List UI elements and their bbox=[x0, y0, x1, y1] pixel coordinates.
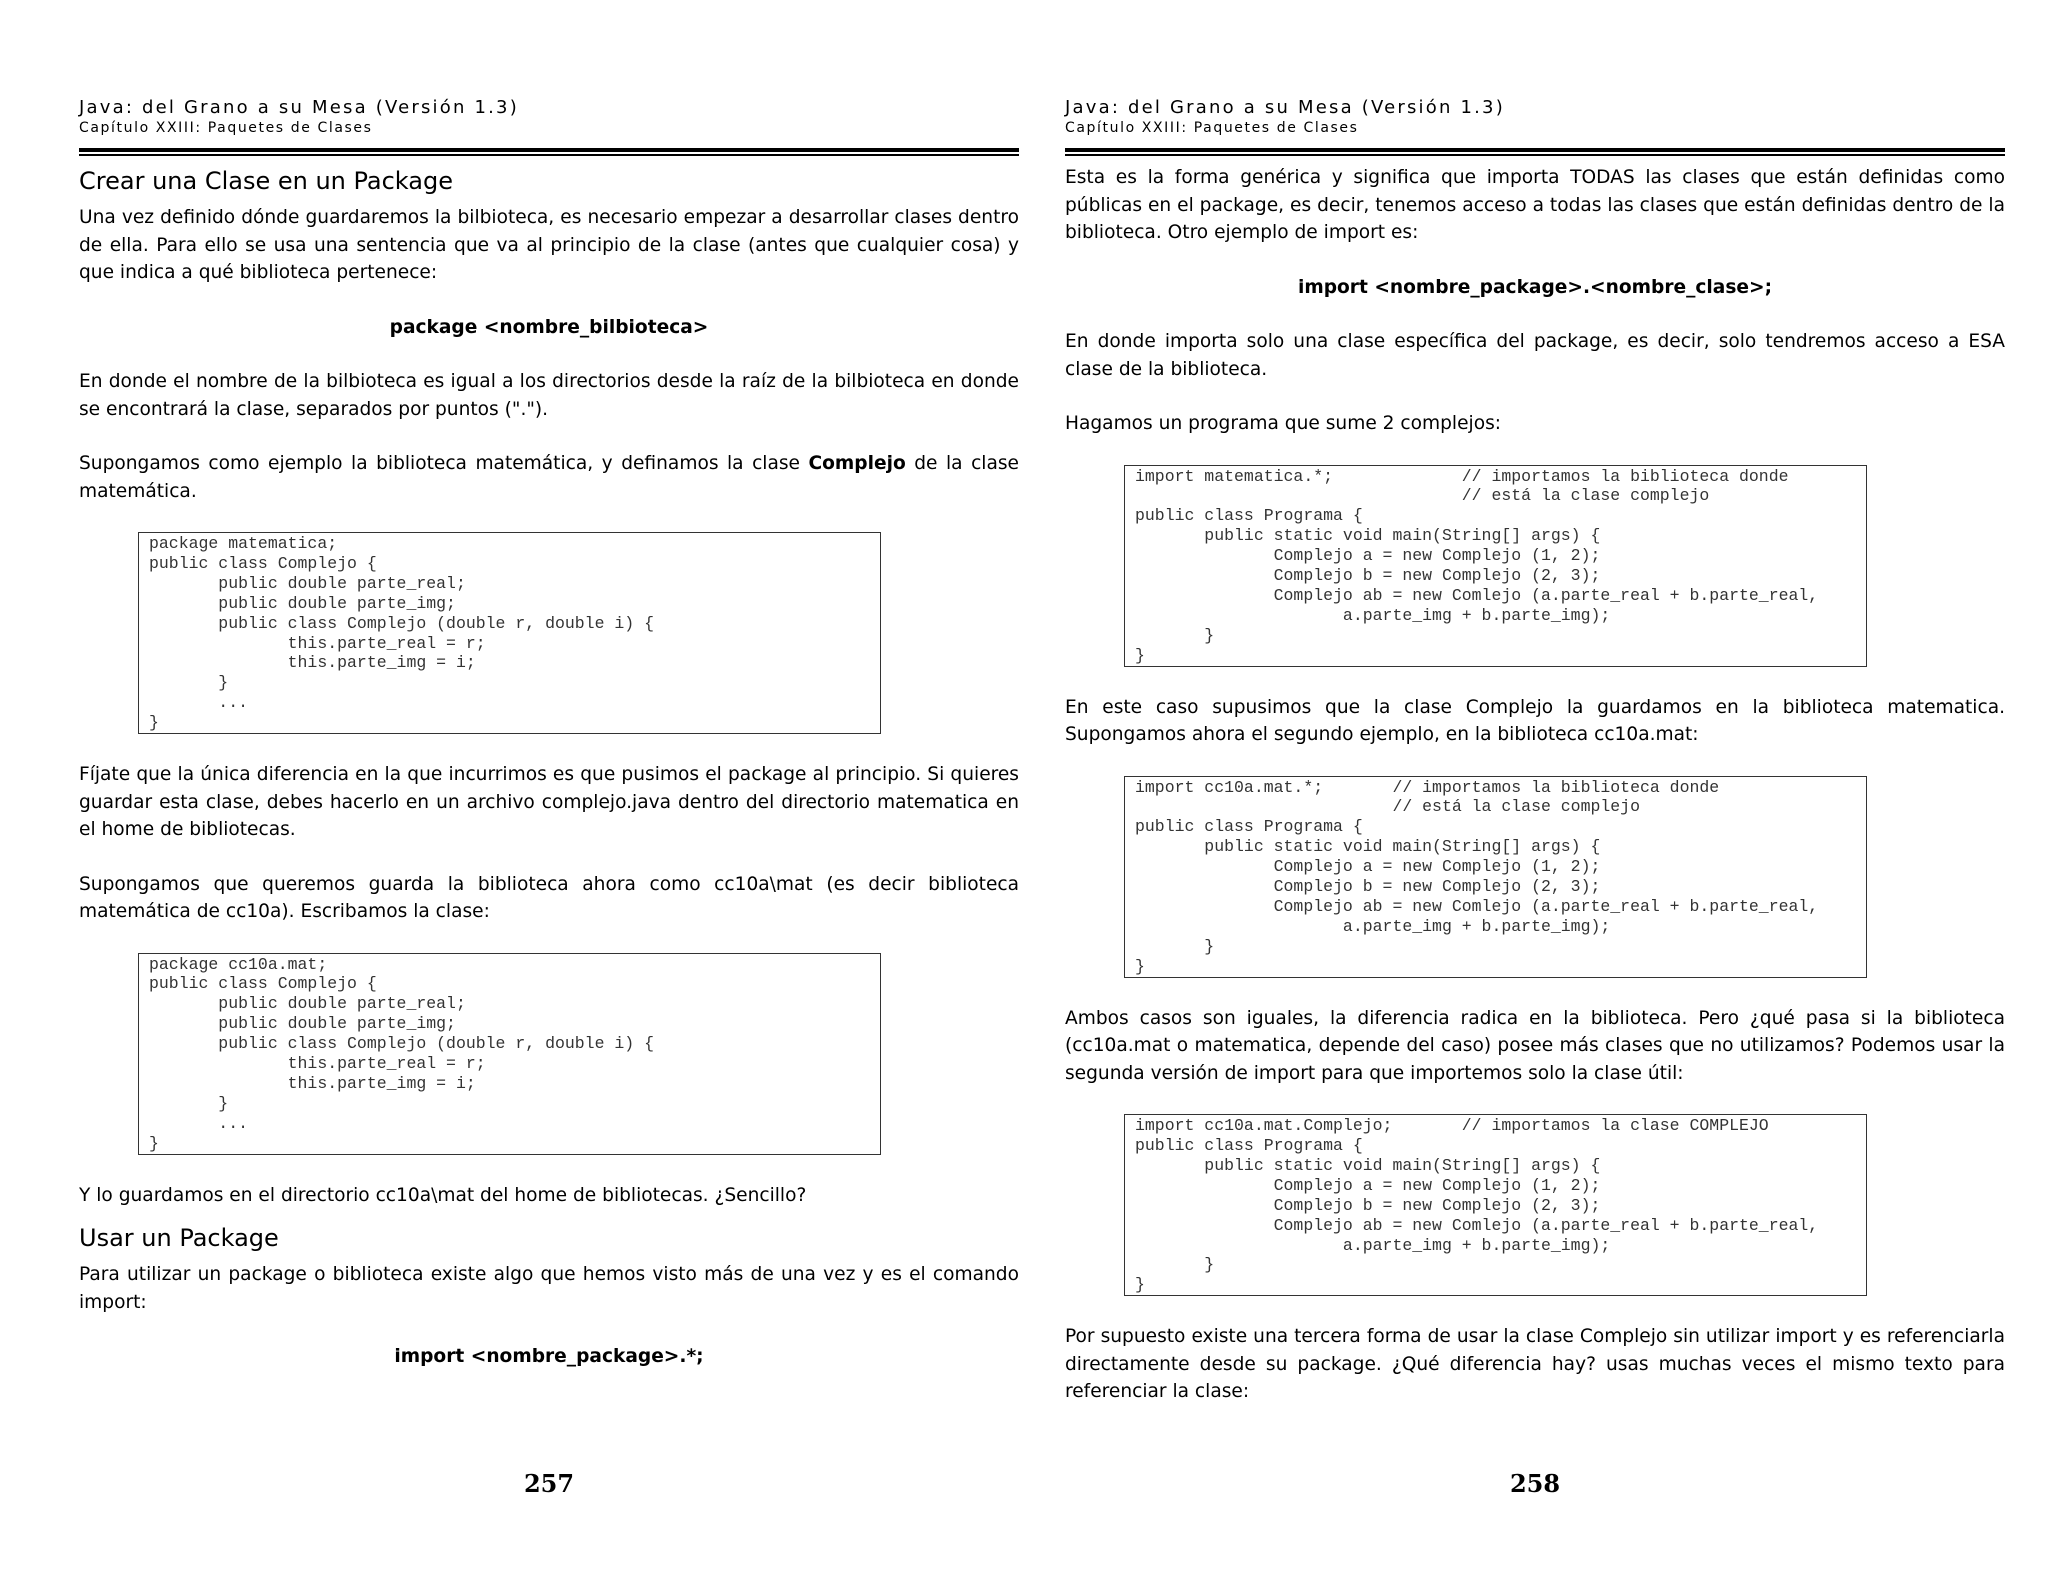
paragraph-text: Supongamos como ejemplo la biblioteca matemática, y definamos la clase bbox=[79, 453, 809, 474]
paragraph: Por supuesto existe una tercera forma de usar la clase Complejo sin utilizar import y es referenciarla directamente desde su package. ¿Qué diferencia hay? usas muchas veces el mismo texto para referenciar la clase: bbox=[1065, 1326, 2005, 1403]
header-rule-thin bbox=[79, 154, 1019, 156]
paragraph: Y lo guardamos en el directorio cc10a\mat del home de bibliotecas. ¿Sencillo? bbox=[79, 1184, 807, 1206]
page-number: 258 bbox=[1509, 1469, 1561, 1498]
section-title-crear: Crear una Clase en un Package bbox=[79, 167, 453, 195]
paragraph bbox=[79, 450, 1019, 505]
header-rule-thin bbox=[1065, 154, 2005, 156]
chapter-title: Capítulo XXIII: Paquetes de Clases bbox=[1065, 120, 1359, 136]
code-block: import cc10a.mat.Complejo; // importamos la clase COMPLEJO public class Programa { public static void main(String[] args) { Complejo a = new Complejo (1, 2); Complejo b = new Complejo (2, 3); Complejo ab = new Comlejo (a.parte_real + b.parte_real, a.parte_img + b.parte_img); } } bbox=[1124, 1114, 1867, 1296]
paragraph: Hagamos un programa que sume 2 complejos: bbox=[1065, 413, 1502, 434]
paragraph: En donde importa solo una clase específica del package, es decir, solo tendremos acceso a ESA clase de la biblioteca. bbox=[1065, 331, 2005, 380]
page-number: 257 bbox=[523, 1469, 575, 1498]
right-content bbox=[1065, 164, 2005, 1406]
code-block: import cc10a.mat.*; // importamos la biblioteca donde // está la clase complejo public class Programa { public static void main(String[] args) { Complejo a = new Complejo (1, 2); Complejo b = new Complejo (2, 3); Complejo ab = new Comlejo (a.parte_real + b.parte_real, a.parte_img + b.parte_img); } } bbox=[1124, 776, 1867, 978]
left-page bbox=[79, 0, 1019, 1582]
paragraph: Ambos casos son iguales, la diferencia radica en la biblioteca. Pero ¿qué pasa si la biblioteca (cc10a.mat o matematica, depende del caso) posee más clases que no utilizamos? Podemos usar la segunda versión de import para que importemos solo la clase útil: bbox=[1065, 1007, 2005, 1084]
paragraph: Fíjate que la única diferencia en la que incurrimos es que pusimos el package al principio. Si quieres guardar esta clase, debes hacerlo en un archivo complejo.java dentro del directorio matematica en el home de bibliotecas. bbox=[79, 764, 1019, 841]
header-rule bbox=[1065, 148, 2005, 152]
syntax-line: import <nombre_package>.*; bbox=[394, 1346, 704, 1368]
code-block: package matematica; public class Complejo { public double parte_real; public double parte_img; public class Complejo (double r, double i) { this.parte_real = r; this.parte_img = i; } ... } bbox=[138, 532, 881, 734]
running-header bbox=[79, 97, 1019, 137]
left-content bbox=[79, 164, 1019, 1371]
running-header bbox=[1065, 97, 2005, 137]
bold-term: Complejo bbox=[808, 453, 906, 474]
book-title: Java: del Grano a su Mesa (Versión 1.3) bbox=[79, 97, 519, 118]
paragraph: En donde el nombre de la bilbioteca es igual a los directorios desde la raíz de la bilbioteca en donde se encontrará la clase, separados por puntos ("."). bbox=[79, 371, 1019, 420]
section-title-usar: Usar un Package bbox=[79, 1224, 279, 1253]
paragraph-text: de la clase matemática. bbox=[79, 453, 1019, 502]
header-rule bbox=[79, 148, 1019, 152]
book-title: Java: del Grano a su Mesa (Versión 1.3) bbox=[1065, 97, 1505, 118]
syntax-line: package <nombre_bilbioteca> bbox=[389, 316, 709, 338]
paragraph: Esta es la forma genérica y significa que importa TODAS las clases que están definidas como públicas en el package, es decir, tenemos acceso a todas las clases que están definidas dentro de la biblioteca. Otro ejemplo de import es: bbox=[1065, 167, 2005, 243]
chapter-title: Capítulo XXIII: Paquetes de Clases bbox=[79, 120, 373, 136]
paragraph: En este caso supusimos que la clase Complejo la guardamos en la biblioteca matematica. Supongamos ahora el segundo ejemplo, en la biblioteca cc10a.mat: bbox=[1065, 696, 2005, 746]
syntax-line: import <nombre_package>.<nombre_clase>; bbox=[1297, 276, 1773, 298]
paragraph: Supongamos que queremos guarda la biblioteca ahora como cc10a\mat (es decir biblioteca matemática de cc10a). Escribamos la clase: bbox=[79, 873, 1019, 923]
code-block: package cc10a.mat; public class Complejo { public double parte_real; public double parte_img; public class Complejo (double r, double i) { this.parte_real = r; this.parte_img = i; } ... } bbox=[138, 953, 881, 1155]
paragraph: Para utilizar un package o biblioteca existe algo que hemos visto más de una vez y es el comando import: bbox=[79, 1264, 1019, 1313]
right-page bbox=[1065, 0, 2005, 1582]
code-block: import matematica.*; // importamos la biblioteca donde // está la clase complejo public class Programa { public static void main(String[] args) { Complejo a = new Complejo (1, 2); Complejo b = new Complejo (2, 3); Complejo ab = new Comlejo (a.parte_real + b.parte_real, a.parte_img + b.parte_img); } } bbox=[1124, 465, 1867, 667]
paragraph: Una vez definido dónde guardaremos la bilbioteca, es necesario empezar a desarrollar clases dentro de ella. Para ello se usa una sentencia que va al principio de la clase (antes que cualquier cosa) y que indica a qué biblioteca pertenece: bbox=[79, 207, 1019, 283]
